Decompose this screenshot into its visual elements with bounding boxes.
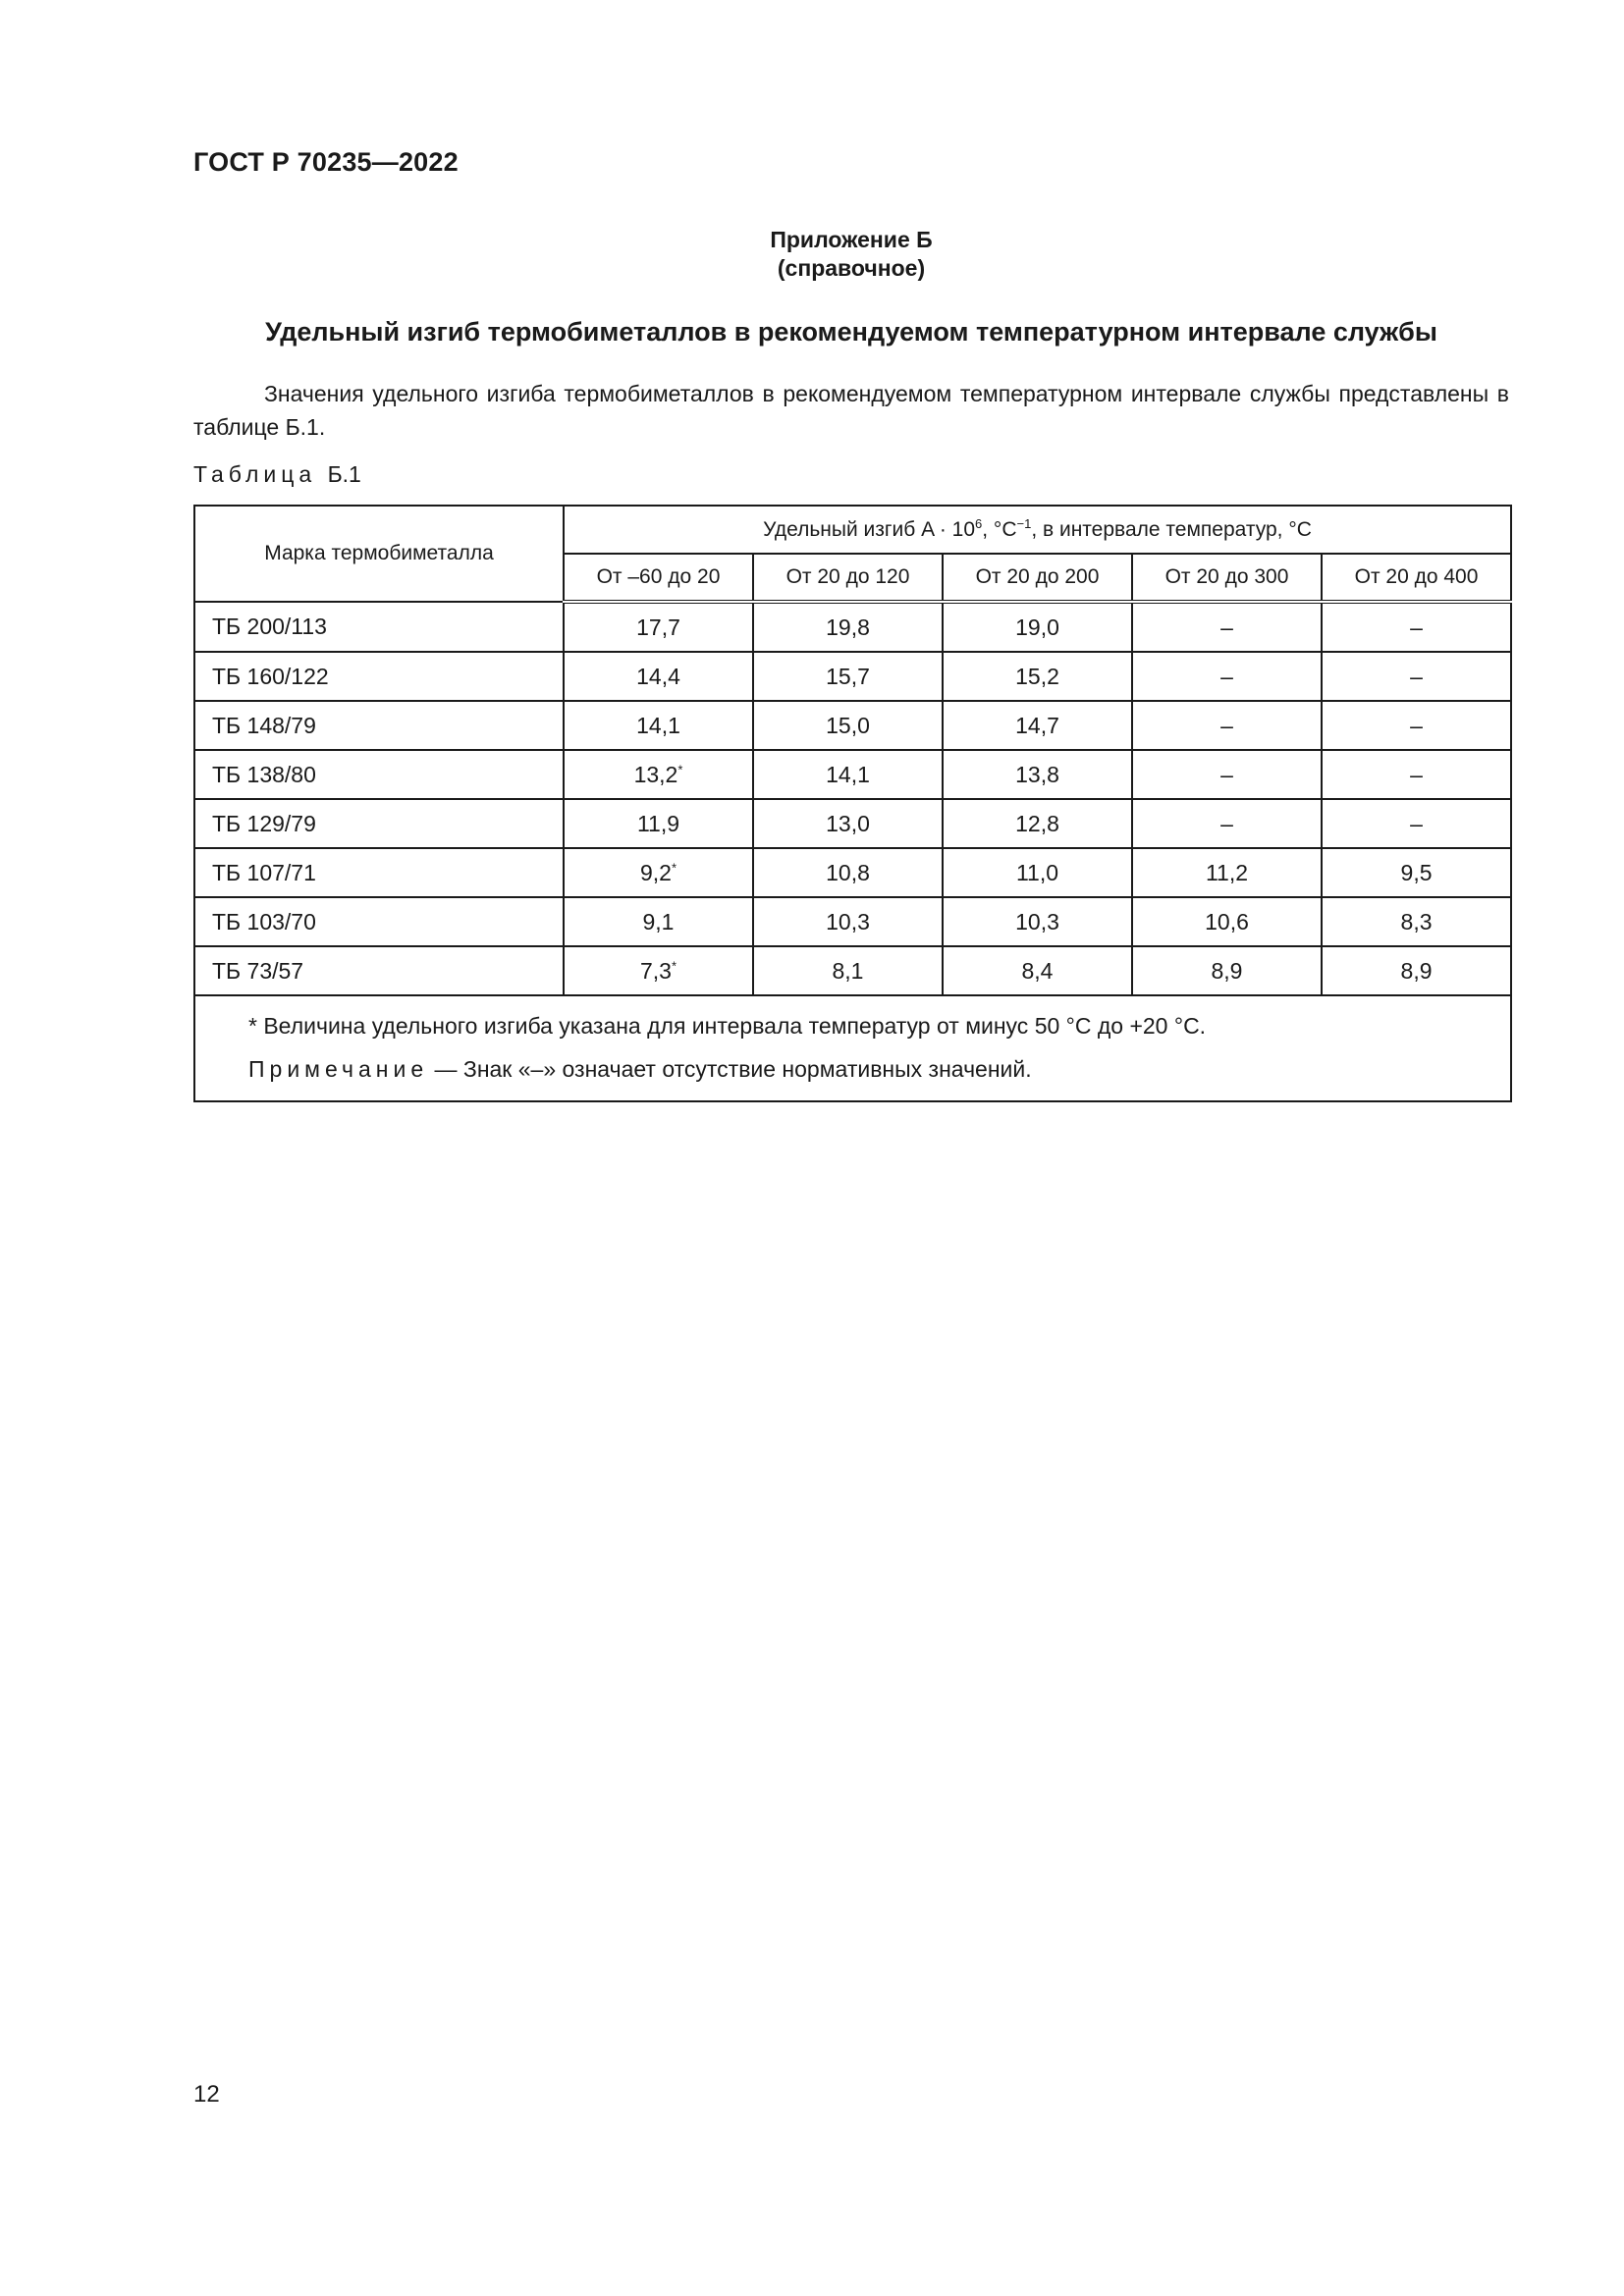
header-group-exp1: 6 bbox=[975, 515, 983, 531]
cell-value: 10,3 bbox=[943, 897, 1132, 946]
cell-value: 8,4 bbox=[943, 946, 1132, 995]
cell-value: 11,2 bbox=[1132, 848, 1322, 897]
header-group-suffix: , в интервале температур, °C bbox=[1031, 517, 1312, 541]
cell-value: – bbox=[1132, 602, 1322, 652]
cell-value: – bbox=[1132, 799, 1322, 848]
cell-value: 8,3 bbox=[1322, 897, 1511, 946]
cell-value: 10,3 bbox=[753, 897, 943, 946]
table-footnote: * Величина удельного изгиба указана для интервала температур от минус 50 °С до +20 °С. bbox=[248, 1013, 1207, 1039]
appendix-type: (справочное) bbox=[777, 255, 926, 281]
header-group-mid: , °C bbox=[982, 517, 1017, 541]
cell-value: 13,8 bbox=[943, 750, 1132, 799]
note-text: — Знак «–» означает отсутствие нормативных значений. bbox=[428, 1056, 1032, 1082]
table-row bbox=[194, 799, 1511, 848]
cell-value: – bbox=[1322, 799, 1511, 848]
cell-value: 9,1 bbox=[564, 897, 753, 946]
table-caption bbox=[193, 461, 361, 488]
cell-grade: ТБ 129/79 bbox=[194, 799, 564, 848]
cell-value: – bbox=[1322, 701, 1511, 750]
table-row bbox=[194, 652, 1511, 701]
cell-value: 13,0 bbox=[753, 799, 943, 848]
note-label: Примечание bbox=[248, 1056, 429, 1082]
cell-value: 12,8 bbox=[943, 799, 1132, 848]
cell-grade: ТБ 148/79 bbox=[194, 701, 564, 750]
cell-value: 13,2* bbox=[564, 750, 753, 799]
cell-value: 14,4 bbox=[564, 652, 753, 701]
cell-grade: ТБ 103/70 bbox=[194, 897, 564, 946]
cell-value: 15,7 bbox=[753, 652, 943, 701]
header-interval: От –60 до 20 bbox=[564, 554, 753, 602]
header-interval: От 20 до 400 bbox=[1322, 554, 1511, 602]
table-row bbox=[194, 750, 1511, 799]
header-grade: Марка термобиметалла bbox=[194, 506, 564, 602]
cell-value: – bbox=[1322, 652, 1511, 701]
section-title: Удельный изгиб термобиметаллов в рекомендуемом температурном интервале службы bbox=[265, 317, 1437, 347]
cell-value: – bbox=[1132, 652, 1322, 701]
header-group bbox=[564, 506, 1511, 554]
table-notes-row bbox=[194, 995, 1511, 1101]
header-group-exp2: −1 bbox=[1016, 515, 1032, 531]
cell-value: 14,7 bbox=[943, 701, 1132, 750]
cell-value: 9,5 bbox=[1322, 848, 1511, 897]
document-code: ГОСТ Р 70235—2022 bbox=[193, 147, 459, 177]
appendix-heading bbox=[193, 226, 1509, 283]
cell-value: 14,1 bbox=[564, 701, 753, 750]
cell-grade: ТБ 138/80 bbox=[194, 750, 564, 799]
cell-value: 11,0 bbox=[943, 848, 1132, 897]
table-caption-number: Б.1 bbox=[327, 461, 361, 487]
cell-value: 17,7 bbox=[564, 602, 753, 652]
table-row bbox=[194, 602, 1511, 652]
table-row bbox=[194, 897, 1511, 946]
cell-value: 7,3* bbox=[564, 946, 753, 995]
cell-value: 8,9 bbox=[1322, 946, 1511, 995]
table-row bbox=[194, 848, 1511, 897]
cell-grade: ТБ 200/113 bbox=[194, 602, 564, 652]
cell-value: 10,8 bbox=[753, 848, 943, 897]
table-note bbox=[248, 1047, 1510, 1091]
cell-value: – bbox=[1132, 750, 1322, 799]
cell-value: 9,2* bbox=[564, 848, 753, 897]
cell-value: 14,1 bbox=[753, 750, 943, 799]
cell-grade: ТБ 160/122 bbox=[194, 652, 564, 701]
header-interval: От 20 до 200 bbox=[943, 554, 1132, 602]
cell-value: 10,6 bbox=[1132, 897, 1322, 946]
table-row bbox=[194, 701, 1511, 750]
intro-paragraph: Значения удельного изгиба термобиметаллов в рекомендуемом температурном интервале службы представлены в таблице Б.1. bbox=[193, 381, 1509, 440]
table-caption-label: Таблица bbox=[193, 461, 317, 487]
header-interval: От 20 до 120 bbox=[753, 554, 943, 602]
cell-value: 8,1 bbox=[753, 946, 943, 995]
cell-value: 8,9 bbox=[1132, 946, 1322, 995]
cell-value: 15,2 bbox=[943, 652, 1132, 701]
cell-value: – bbox=[1132, 701, 1322, 750]
header-interval: От 20 до 300 bbox=[1132, 554, 1322, 602]
cell-grade: ТБ 73/57 bbox=[194, 946, 564, 995]
cell-value: 19,8 bbox=[753, 602, 943, 652]
table-row bbox=[194, 946, 1511, 995]
cell-value: – bbox=[1322, 602, 1511, 652]
bending-table bbox=[193, 505, 1512, 1102]
appendix-title: Приложение Б bbox=[770, 227, 933, 252]
header-group-prefix: Удельный изгиб A · 10 bbox=[763, 517, 976, 541]
cell-value: 11,9 bbox=[564, 799, 753, 848]
cell-value: 15,0 bbox=[753, 701, 943, 750]
table-notes bbox=[194, 995, 1511, 1101]
cell-value: 19,0 bbox=[943, 602, 1132, 652]
page-number: 12 bbox=[193, 2081, 220, 2108]
cell-value: – bbox=[1322, 750, 1511, 799]
cell-grade: ТБ 107/71 bbox=[194, 848, 564, 897]
